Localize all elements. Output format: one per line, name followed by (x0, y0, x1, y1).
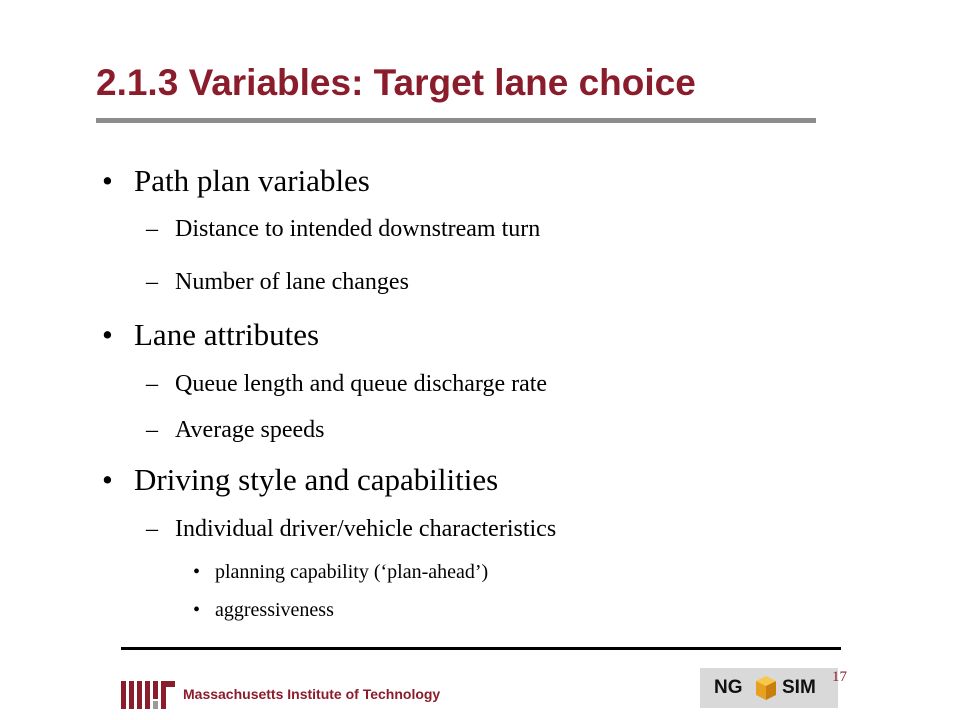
bullet-driving-style (102, 462, 498, 498)
ngsim-logo-sim: SIM (782, 677, 816, 698)
ngsim-logo (700, 668, 838, 708)
bullet-text: Driving style and capabilities (134, 462, 499, 497)
title-underline (96, 118, 816, 123)
bullet-glyph: • (193, 561, 201, 583)
page-number: 17 (832, 669, 847, 685)
bullet-path-plan-variables (102, 163, 370, 199)
dash-glyph: – (146, 417, 158, 443)
dash-glyph: – (146, 371, 158, 397)
bullet-text: Path plan variables (134, 163, 370, 198)
bullet-lane-attributes (102, 317, 319, 353)
subsubbullet-planning (193, 561, 488, 584)
subbullet-queue (146, 371, 547, 398)
bullet-text: Lane attributes (134, 317, 320, 352)
subbullet-driver-characteristics (146, 516, 556, 543)
subbullet-text: Individual driver/vehicle characteristics (175, 516, 557, 542)
institution-name: Massachusetts Institute of Technology (183, 686, 441, 702)
subbullet-text: Queue length and queue discharge rate (175, 371, 548, 397)
bullet-glyph: • (193, 599, 201, 621)
subbullet-text: Distance to intended downstream turn (175, 216, 541, 242)
ngsim-logo-ng: NG (714, 677, 743, 698)
subbullet-lane-changes (146, 269, 409, 296)
dash-glyph: – (146, 216, 158, 242)
subbullet-text: Number of lane changes (175, 269, 409, 295)
subsubbullet-text: aggressiveness (215, 599, 334, 621)
dash-glyph: – (146, 516, 158, 542)
subsubbullet-text: planning capability (‘plan-ahead’) (215, 561, 489, 583)
bullet-glyph: • (102, 462, 113, 497)
slide-title: 2.1.3 Variables: Target lane choice (96, 62, 696, 103)
subbullet-text: Average speeds (175, 417, 325, 443)
footer-rule (121, 647, 841, 650)
bullet-glyph: • (102, 317, 113, 352)
subbullet-average-speeds (146, 417, 324, 444)
subsubbullet-aggressiveness (193, 599, 334, 622)
bullet-glyph: • (102, 163, 113, 198)
cube-icon (754, 674, 778, 702)
dash-glyph: – (146, 269, 158, 295)
mit-logo (121, 681, 177, 709)
subbullet-distance (146, 216, 540, 243)
